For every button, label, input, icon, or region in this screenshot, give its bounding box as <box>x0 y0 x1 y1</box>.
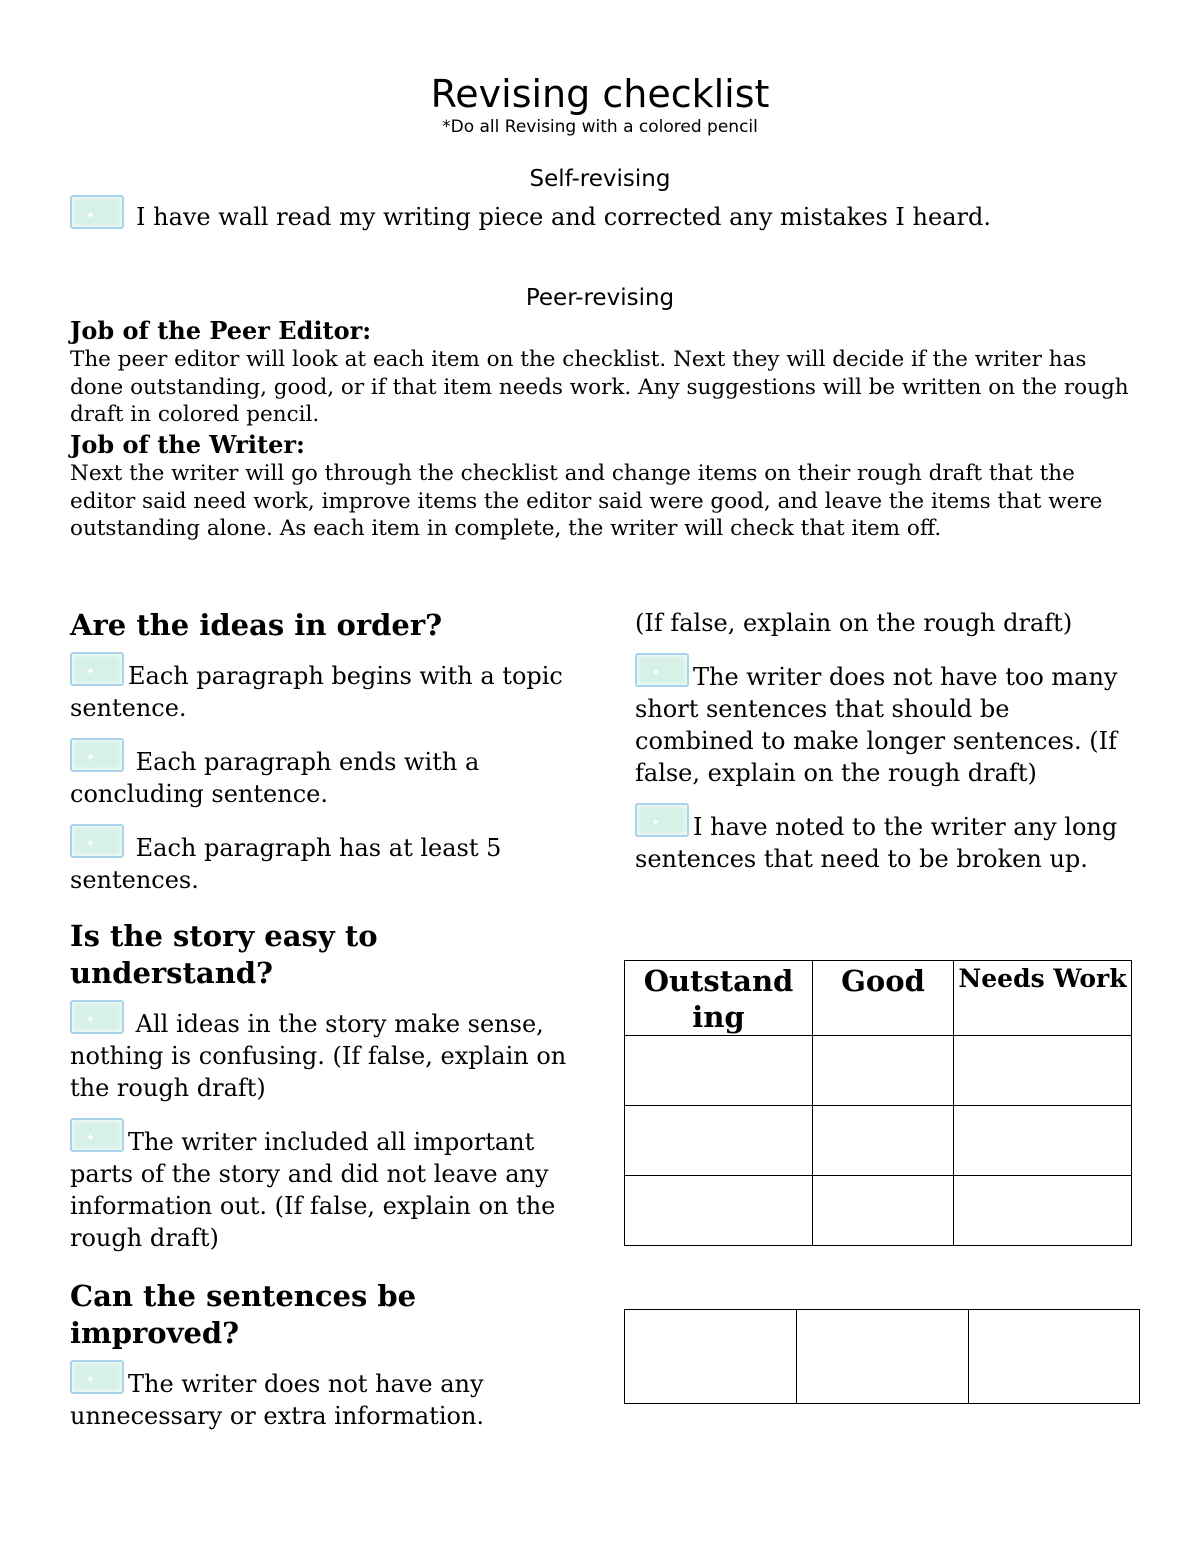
checkbox-icon[interactable] <box>70 652 124 686</box>
peer-revising-heading: Peer-revising <box>525 285 675 311</box>
checklist-item <box>70 652 570 724</box>
right-column <box>635 607 1125 875</box>
rating-cell[interactable] <box>797 1310 969 1404</box>
rating-cell[interactable] <box>969 1310 1140 1404</box>
checkbox-icon[interactable] <box>635 653 689 687</box>
rating-cell[interactable] <box>813 1036 954 1106</box>
page-subtitle: *Do all Revising with a colored pencil <box>442 117 758 137</box>
checklist-item <box>70 1118 570 1254</box>
rating-cell[interactable] <box>625 1176 813 1246</box>
rating-header-outstanding: Outstand ing <box>625 961 813 1036</box>
checklist-item-text: The writer does not have any unnecessary or extra information. <box>70 1370 485 1430</box>
section-heading-understand: Is the story easy to understand? <box>70 919 378 990</box>
checklist-item <box>635 653 1125 789</box>
checklist-item <box>70 824 570 896</box>
checklist-item-text: I have noted to the writer any long sentences that need to be broken up. <box>635 813 1118 873</box>
section-heading-sentences: Can the sentences be improved? <box>70 1279 417 1350</box>
rating-cell[interactable] <box>625 1310 797 1404</box>
rating-cell[interactable] <box>813 1176 954 1246</box>
rating-header-needs-work: Needs Work <box>954 961 1132 1036</box>
rating-table <box>624 960 1132 1246</box>
checklist-item-text: The writer included all important parts of the story and did not leave any information out. (If false, explain on the rough draft) <box>70 1128 556 1252</box>
checkbox-icon[interactable] <box>70 195 124 229</box>
checklist-item <box>70 1360 570 1432</box>
checklist-item-text: Each paragraph ends with a concluding sentence. <box>70 748 480 808</box>
checklist-item <box>70 1000 570 1104</box>
rating-cell[interactable] <box>954 1036 1132 1106</box>
rating-cell[interactable] <box>813 1106 954 1176</box>
rating-table-extra <box>624 1309 1140 1404</box>
editor-job-text: The peer editor will look at each item on the checklist. Next they will decide if the writer has done outstanding, good, or if that item needs work. Any suggestions will be written on the rough draft in colored pencil. <box>70 347 1129 427</box>
left-column <box>70 607 570 1432</box>
checkbox-icon[interactable] <box>70 1360 124 1394</box>
checkbox-icon[interactable] <box>70 824 124 858</box>
rating-cell[interactable] <box>954 1176 1132 1246</box>
self-revising-heading: Self-revising <box>529 166 671 192</box>
checklist-item-text: The writer does not have too many short sentences that should be combined to make longer sentences. (If false, explain on the rough draft) <box>635 663 1118 787</box>
rating-cell[interactable] <box>625 1106 813 1176</box>
writer-job-heading: Job of the Writer: <box>70 430 305 459</box>
rating-cell[interactable] <box>625 1036 813 1106</box>
checklist-item-text: Each paragraph begins with a topic sentence. <box>70 662 563 722</box>
checkbox-icon[interactable] <box>70 1000 124 1034</box>
writer-job-text: Next the writer will go through the checklist and change items on their rough draft that the editor said need work, improve items the editor said were good, and leave the items that were outstanding alone. As each item in complete, the writer will check that item off. <box>70 461 1103 541</box>
continued-text: (If false, explain on the rough draft) <box>635 609 1073 637</box>
checkbox-icon[interactable] <box>70 738 124 772</box>
rating-header-good: Good <box>813 961 954 1036</box>
editor-job-heading: Job of the Peer Editor: <box>70 316 372 345</box>
rating-cell[interactable] <box>954 1106 1132 1176</box>
checkbox-icon[interactable] <box>635 803 689 837</box>
checklist-item <box>635 803 1125 875</box>
checklist-item-text: Each paragraph has at least 5 sentences. <box>70 834 502 894</box>
checklist-item-text: All ideas in the story make sense, nothing is confusing. (If false, explain on the rough draft) <box>70 1010 567 1102</box>
self-revising-item <box>70 195 991 234</box>
self-revising-text: I have wall read my writing piece and corrected any mistakes I heard. <box>136 203 991 231</box>
section-heading-order: Are the ideas in order? <box>70 608 443 642</box>
checkbox-icon[interactable] <box>70 1118 124 1152</box>
checklist-item <box>70 738 570 810</box>
page-title: Revising checklist <box>430 72 770 116</box>
